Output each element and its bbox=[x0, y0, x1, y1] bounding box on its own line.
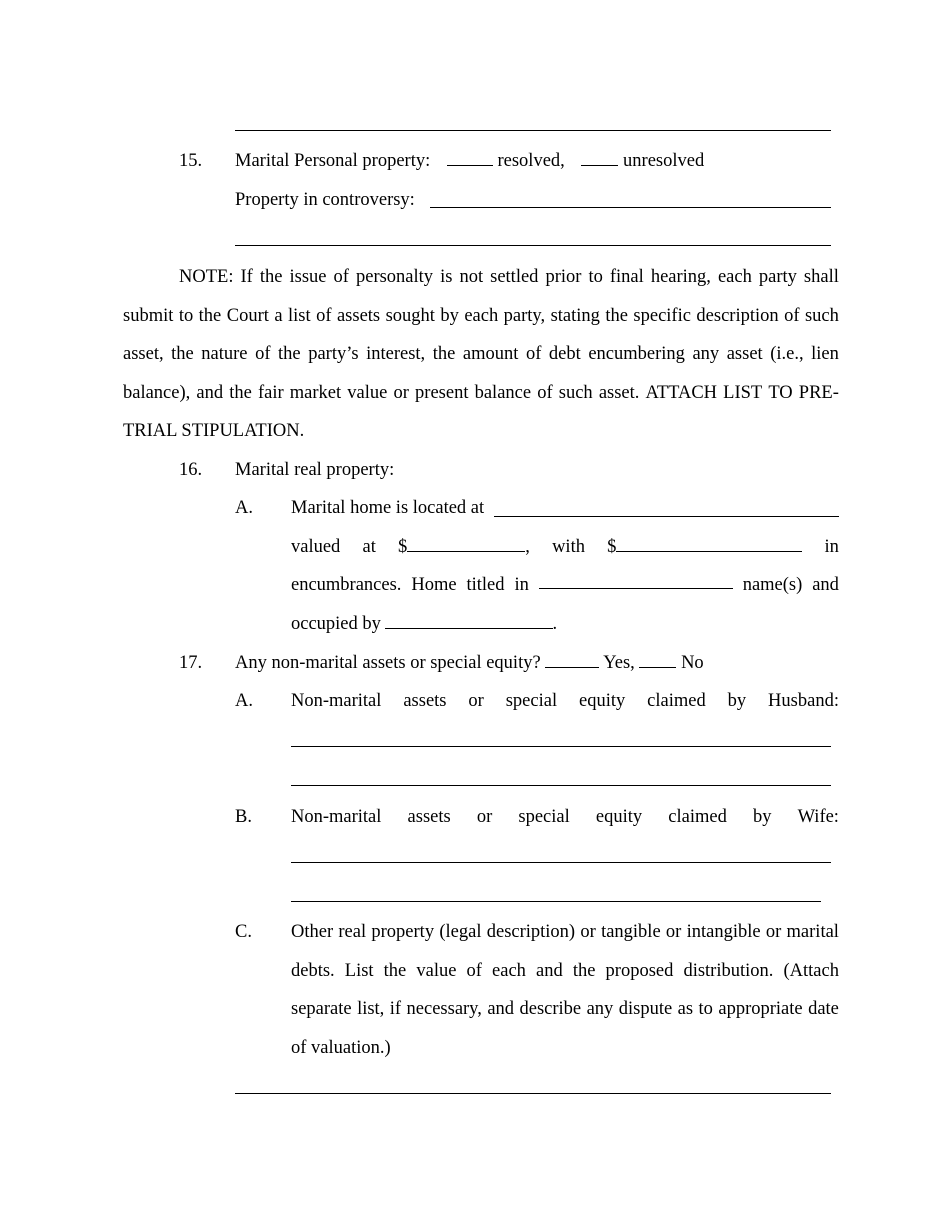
word: or bbox=[468, 691, 484, 711]
word: special bbox=[505, 691, 558, 711]
word: assets bbox=[336, 306, 381, 326]
word: real bbox=[338, 922, 367, 942]
word: the bbox=[605, 306, 628, 326]
marital-home-location-line[interactable] bbox=[494, 516, 839, 517]
word: and bbox=[487, 999, 515, 1019]
word: list, bbox=[357, 999, 385, 1019]
word: such bbox=[804, 306, 839, 326]
word: encumbering bbox=[588, 344, 685, 364]
word: issue bbox=[289, 267, 327, 287]
item-17-question: Any non-marital assets or special equity? bbox=[235, 653, 541, 673]
dollar-sign: $ bbox=[607, 537, 617, 557]
word: market bbox=[289, 383, 342, 403]
word: intangible bbox=[686, 922, 761, 942]
word: the bbox=[259, 267, 283, 287]
word: party bbox=[758, 267, 797, 287]
note-line-2 bbox=[123, 305, 839, 327]
word: amount bbox=[462, 344, 519, 364]
word: assets bbox=[403, 691, 447, 711]
word: assets bbox=[407, 807, 451, 827]
item-17b-letter: B. bbox=[235, 807, 252, 827]
dollar-sign: $ bbox=[398, 537, 408, 557]
word: such bbox=[558, 383, 593, 403]
occupied-by-label: occupied by bbox=[291, 614, 381, 634]
word: lien bbox=[811, 344, 839, 364]
word: asset, bbox=[123, 344, 164, 364]
word: the bbox=[432, 344, 456, 364]
item-16a-letter: A. bbox=[235, 498, 253, 518]
word: the bbox=[278, 344, 301, 364]
home-value-field[interactable] bbox=[398, 536, 530, 558]
word: or bbox=[580, 922, 596, 942]
word: TO bbox=[768, 383, 793, 403]
husband-claim-line-2[interactable] bbox=[291, 785, 831, 786]
note-line-3 bbox=[123, 343, 839, 365]
word: of bbox=[333, 267, 349, 287]
word: by bbox=[752, 807, 772, 827]
word: equity bbox=[595, 807, 643, 827]
word: party, bbox=[503, 306, 546, 326]
word: or bbox=[393, 383, 409, 403]
word: balance bbox=[474, 383, 532, 403]
word: (legal bbox=[439, 922, 482, 942]
word: or bbox=[665, 922, 682, 942]
item-17c-line-4: of valuation.) bbox=[291, 1038, 391, 1058]
period: . bbox=[552, 614, 558, 634]
word: interest, bbox=[366, 344, 426, 364]
word: personalty bbox=[355, 267, 434, 287]
item-17c-line-1 bbox=[291, 921, 839, 943]
yes-label: Yes, bbox=[603, 653, 635, 673]
controversy-label: Property in controversy: bbox=[235, 190, 415, 210]
word: hearing, bbox=[650, 267, 711, 287]
husband-claim-line-1[interactable] bbox=[291, 746, 831, 747]
word: the bbox=[383, 961, 407, 981]
word: Other bbox=[291, 922, 334, 942]
item-16-number: 16. bbox=[179, 460, 203, 480]
home-word: Home bbox=[411, 575, 457, 595]
word: date bbox=[808, 999, 839, 1019]
item-17c-letter: C. bbox=[235, 922, 252, 942]
in-word-2: in bbox=[514, 575, 529, 595]
names-word: name(s) bbox=[742, 575, 803, 595]
word: any bbox=[692, 344, 720, 364]
at-word: at bbox=[362, 537, 376, 557]
resolved-label: resolved, bbox=[497, 151, 565, 171]
word: of bbox=[784, 306, 800, 326]
word: Husband: bbox=[768, 691, 839, 711]
word: submit bbox=[123, 306, 174, 326]
no-label: No bbox=[681, 653, 704, 673]
other-property-line[interactable] bbox=[235, 1093, 831, 1094]
word: asset. bbox=[598, 383, 640, 403]
word: shall bbox=[803, 267, 839, 287]
word: each bbox=[717, 267, 752, 287]
word: appropriate bbox=[718, 999, 803, 1019]
word: of bbox=[537, 383, 553, 403]
word: or bbox=[765, 922, 782, 942]
titled-name-blank[interactable] bbox=[539, 574, 733, 589]
item-16-label: Marital real property: bbox=[235, 460, 395, 480]
word: List bbox=[344, 961, 374, 981]
word: Non-marital bbox=[291, 807, 382, 827]
in-word: in bbox=[824, 537, 839, 557]
word: sought bbox=[385, 306, 435, 326]
word: and bbox=[536, 961, 563, 981]
valued-word: valued bbox=[291, 537, 341, 557]
word: claimed bbox=[668, 807, 727, 827]
word: (i.e., bbox=[770, 344, 804, 364]
resolved-blank[interactable] bbox=[447, 151, 493, 166]
word: Non-marital bbox=[291, 691, 382, 711]
item-16a-valued-line bbox=[291, 536, 839, 558]
item-17a-text bbox=[291, 690, 839, 712]
word: stating bbox=[550, 306, 600, 326]
word: asset bbox=[726, 344, 763, 364]
word: each bbox=[464, 306, 499, 326]
item-17-question-line bbox=[235, 652, 704, 674]
with-word: with bbox=[552, 537, 585, 557]
note-line-4 bbox=[123, 382, 839, 404]
controversy-line-1[interactable] bbox=[430, 207, 831, 208]
word: distribution. bbox=[683, 961, 774, 981]
word: the bbox=[572, 961, 596, 981]
word: dispute bbox=[618, 999, 673, 1019]
note-line-1 bbox=[179, 266, 839, 288]
word: by bbox=[727, 691, 747, 711]
home-value-blank[interactable] bbox=[407, 537, 525, 552]
word: proposed bbox=[605, 961, 674, 981]
word: Wife: bbox=[797, 807, 839, 827]
wife-claim-line-1[interactable] bbox=[291, 862, 831, 863]
word: party’s bbox=[308, 344, 359, 364]
word: of bbox=[525, 344, 542, 364]
controversy-line-2[interactable] bbox=[235, 245, 831, 246]
word: by bbox=[440, 306, 459, 326]
no-blank[interactable] bbox=[639, 653, 676, 668]
word: the bbox=[198, 306, 222, 326]
fill-in-line-top[interactable] bbox=[235, 130, 831, 131]
word: nature bbox=[201, 344, 248, 364]
word: value bbox=[416, 961, 457, 981]
word: fair bbox=[257, 383, 284, 403]
marital-home-label: Marital home is located at bbox=[291, 498, 485, 518]
word: settled bbox=[490, 267, 539, 287]
item-17c-line-2 bbox=[291, 960, 839, 982]
word: as bbox=[677, 999, 694, 1019]
word: necessary, bbox=[406, 999, 482, 1019]
word: Court bbox=[226, 306, 269, 326]
word: to bbox=[588, 267, 603, 287]
note-line-5: TRIAL STIPULATION. bbox=[123, 421, 305, 441]
word: claimed bbox=[647, 691, 706, 711]
item-17b-text bbox=[291, 806, 839, 828]
word: list bbox=[288, 306, 311, 326]
word: final bbox=[609, 267, 644, 287]
unresolved-blank[interactable] bbox=[581, 151, 618, 166]
word: property bbox=[371, 922, 435, 942]
word: any bbox=[586, 999, 614, 1019]
item-16a-encumbrances-line bbox=[291, 574, 839, 596]
word: or bbox=[476, 807, 493, 827]
word: of bbox=[316, 306, 332, 326]
titled-word: titled bbox=[466, 575, 505, 595]
word: present bbox=[415, 383, 469, 403]
word: (Attach bbox=[783, 961, 839, 981]
word: special bbox=[518, 807, 570, 827]
word: to bbox=[178, 306, 194, 326]
wife-claim-line-2[interactable] bbox=[291, 901, 821, 902]
yes-blank[interactable] bbox=[545, 653, 599, 668]
unresolved-label: unresolved bbox=[623, 151, 705, 171]
occupied-by-blank[interactable] bbox=[385, 614, 553, 629]
item-17-number: 17. bbox=[179, 653, 203, 673]
word: description) bbox=[486, 922, 576, 942]
word: is bbox=[440, 267, 453, 287]
encumbrance-value-blank[interactable] bbox=[616, 537, 802, 552]
word: equity bbox=[579, 691, 626, 711]
word: not bbox=[459, 267, 484, 287]
word: separate bbox=[291, 999, 352, 1019]
word: the bbox=[171, 344, 194, 364]
item-15-label: Marital Personal property: bbox=[235, 151, 431, 171]
encumbrances-word: encumbrances. bbox=[291, 575, 402, 595]
word: each bbox=[492, 961, 526, 981]
word: marital bbox=[786, 922, 839, 942]
word: describe bbox=[519, 999, 582, 1019]
word: PRE- bbox=[798, 383, 839, 403]
word: specific bbox=[633, 306, 691, 326]
word: description bbox=[696, 306, 779, 326]
word: and bbox=[196, 383, 224, 403]
word: tangible bbox=[601, 922, 661, 942]
word: balance), bbox=[123, 383, 191, 403]
word: value bbox=[347, 383, 388, 403]
word: LIST bbox=[723, 383, 763, 403]
word: to bbox=[698, 999, 713, 1019]
word: debt bbox=[548, 344, 581, 364]
item-15-number: 15. bbox=[179, 151, 203, 171]
word: the bbox=[229, 383, 252, 403]
item-17a-letter: A. bbox=[235, 691, 253, 711]
word: of bbox=[255, 344, 271, 364]
encumbrance-value-field[interactable] bbox=[607, 536, 802, 558]
item-17c-line-3 bbox=[291, 998, 839, 1020]
word: ATTACH bbox=[645, 383, 718, 403]
word: prior bbox=[545, 267, 582, 287]
word: NOTE: bbox=[179, 267, 234, 287]
and-word: and bbox=[812, 575, 839, 595]
word: debts. bbox=[291, 961, 335, 981]
comma: , bbox=[525, 537, 530, 557]
occupied-by-line bbox=[291, 613, 557, 635]
word: if bbox=[389, 999, 402, 1019]
item-15-line bbox=[235, 150, 704, 172]
word: If bbox=[240, 267, 253, 287]
word: of bbox=[466, 961, 482, 981]
word: a bbox=[274, 306, 283, 326]
